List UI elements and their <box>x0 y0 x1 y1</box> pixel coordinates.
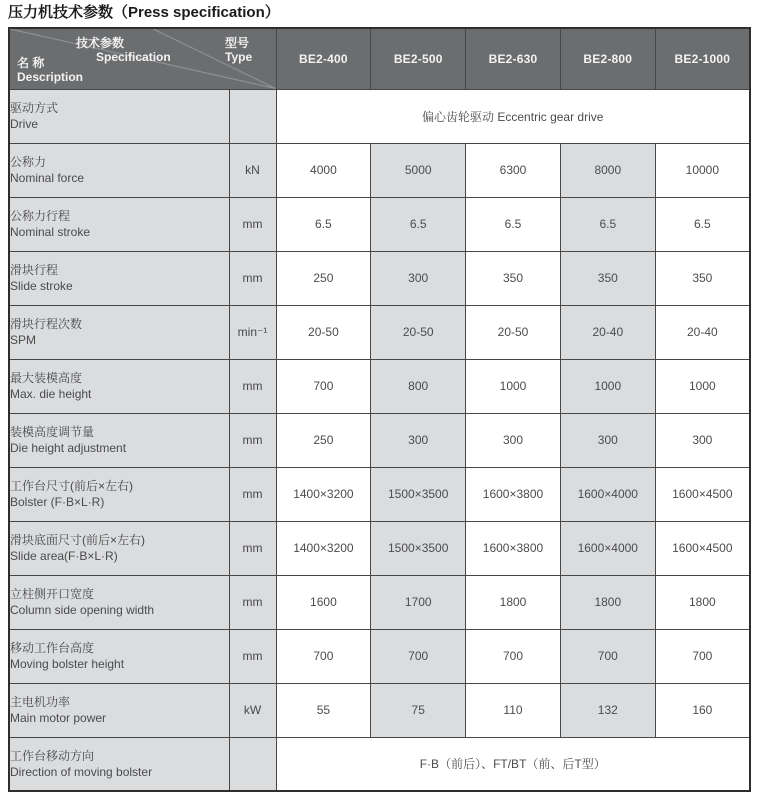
value-cell: 1800 <box>466 575 561 629</box>
corner-header-cell <box>9 28 276 89</box>
merged-value-cell: F·B（前后）、FT/BT（前、后T型） <box>276 737 750 791</box>
model-header-be2-400: BE2-400 <box>276 28 371 89</box>
value-cell: 1600 <box>276 575 371 629</box>
row-label-cn: 移动工作台高度 <box>10 641 95 655</box>
value-cell: 5000 <box>371 143 466 197</box>
row-label-cn: 滑块行程 <box>10 263 59 277</box>
value-cell: 1400×3200 <box>276 467 371 521</box>
value-cell: 6.5 <box>466 197 561 251</box>
row-label <box>9 89 229 143</box>
row-label-cn: 公称力行程 <box>10 209 71 223</box>
row-label-en: SPM <box>10 333 37 347</box>
row-label <box>9 521 229 575</box>
row-label-cn: 工作台尺寸(前后×左右) <box>10 479 134 493</box>
spec-row <box>9 197 750 251</box>
row-label <box>9 305 229 359</box>
value-cell: 700 <box>371 629 466 683</box>
row-label <box>9 413 229 467</box>
value-cell: 20-50 <box>276 305 371 359</box>
value-cell: 6.5 <box>655 197 750 251</box>
value-cell: 1000 <box>466 359 561 413</box>
row-label <box>9 143 229 197</box>
spec-table-body <box>9 89 750 791</box>
value-cell: 700 <box>276 629 371 683</box>
row-label-cn: 滑块底面尺寸(前后×左右) <box>10 533 146 547</box>
row-label-cn: 工作台移动方向 <box>10 748 95 763</box>
corner-description-label <box>17 56 83 84</box>
value-cell: 6.5 <box>276 197 371 251</box>
row-label-en: Max. die height <box>10 387 92 401</box>
unit-cell: kW <box>229 683 276 737</box>
corner-type-cn: 型号 <box>225 36 250 50</box>
unit-cell: mm <box>229 629 276 683</box>
value-cell: 1800 <box>655 575 750 629</box>
row-label-cn: 立柱侧开口宽度 <box>10 587 95 601</box>
corner-description-en: Description <box>17 69 84 84</box>
value-cell: 160 <box>655 683 750 737</box>
value-cell: 6.5 <box>371 197 466 251</box>
model-header-be2-630: BE2-630 <box>466 28 561 89</box>
page-title: 压力机技术参数（Press specification） <box>8 4 280 21</box>
row-label-en: Main motor power <box>10 711 107 725</box>
model-header-be2-800: BE2-800 <box>560 28 655 89</box>
row-label-cn: 滑块行程次数 <box>10 317 83 331</box>
value-cell: 1600×4500 <box>655 521 750 575</box>
spec-row <box>9 143 750 197</box>
value-cell: 1500×3500 <box>371 467 466 521</box>
row-label-en: Moving bolster height <box>10 657 125 671</box>
spec-row <box>9 737 750 791</box>
header-row <box>9 28 750 89</box>
corner-description-cn: 名 称 <box>17 55 45 70</box>
row-label-en: Bolster (F·B×L·R) <box>10 495 105 509</box>
unit-cell: mm <box>229 521 276 575</box>
unit-cell: mm <box>229 413 276 467</box>
value-cell: 800 <box>371 359 466 413</box>
spec-row <box>9 575 750 629</box>
spec-row <box>9 305 750 359</box>
model-header-be2-500: BE2-500 <box>371 28 466 89</box>
spec-row <box>9 629 750 683</box>
value-cell: 350 <box>560 251 655 305</box>
row-label <box>9 197 229 251</box>
merged-value-cell: 偏心齿轮驱动 Eccentric gear drive <box>276 89 750 143</box>
row-label <box>9 575 229 629</box>
value-cell: 250 <box>276 251 371 305</box>
value-cell: 700 <box>655 629 750 683</box>
value-cell: 1800 <box>560 575 655 629</box>
value-cell: 700 <box>466 629 561 683</box>
row-label <box>9 683 229 737</box>
value-cell: 110 <box>466 683 561 737</box>
value-cell: 132 <box>560 683 655 737</box>
value-cell: 10000 <box>655 143 750 197</box>
unit-cell: mm <box>229 467 276 521</box>
row-label-cn: 装模高度调节量 <box>10 425 95 439</box>
unit-cell: mm <box>229 197 276 251</box>
row-label-en: Column side opening width <box>10 603 155 617</box>
corner-specification-label <box>76 36 171 64</box>
row-label-cn: 公称力 <box>10 155 47 169</box>
value-cell: 300 <box>466 413 561 467</box>
value-cell: 1600×4000 <box>560 467 655 521</box>
value-cell: 700 <box>276 359 371 413</box>
value-cell: 1600×3800 <box>466 467 561 521</box>
corner-type-en: Type <box>225 50 253 64</box>
spec-row <box>9 359 750 413</box>
corner-specification-cn: 技术参数 <box>76 36 125 50</box>
value-cell: 4000 <box>276 143 371 197</box>
row-label <box>9 359 229 413</box>
unit-cell: mm <box>229 251 276 305</box>
row-label-en: Slide area(F·B×L·R) <box>10 549 118 563</box>
row-label-cn: 主电机功率 <box>10 695 71 709</box>
spec-row <box>9 413 750 467</box>
unit-cell: mm <box>229 575 276 629</box>
row-label <box>9 629 229 683</box>
value-cell: 1600×4000 <box>560 521 655 575</box>
spec-row <box>9 683 750 737</box>
spec-row <box>9 467 750 521</box>
value-cell: 1600×3800 <box>466 521 561 575</box>
spec-table <box>8 27 751 792</box>
row-label-cn: 最大装模高度 <box>10 371 83 385</box>
value-cell: 1600×4500 <box>655 467 750 521</box>
value-cell: 700 <box>560 629 655 683</box>
value-cell: 20-50 <box>466 305 561 359</box>
value-cell: 75 <box>371 683 466 737</box>
row-label-cn: 驱动方式 <box>10 101 59 115</box>
value-cell: 20-40 <box>655 305 750 359</box>
value-cell: 55 <box>276 683 371 737</box>
value-cell: 1500×3500 <box>371 521 466 575</box>
unit-cell: kN <box>229 143 276 197</box>
unit-cell: mm <box>229 359 276 413</box>
row-label <box>9 467 229 521</box>
value-cell: 1000 <box>560 359 655 413</box>
corner-specification-en: Specification <box>96 50 171 64</box>
value-cell: 6300 <box>466 143 561 197</box>
unit-cell <box>229 89 276 143</box>
value-cell: 300 <box>371 413 466 467</box>
row-label <box>9 251 229 305</box>
row-label-en: Direction of moving bolster <box>10 764 153 779</box>
spec-row <box>9 89 750 143</box>
value-cell: 350 <box>466 251 561 305</box>
value-cell: 6.5 <box>560 197 655 251</box>
row-label-en: Nominal stroke <box>10 225 91 239</box>
corner-type-label <box>225 36 252 64</box>
row-label-en: Nominal force <box>10 171 85 185</box>
unit-cell <box>229 737 276 791</box>
row-label <box>9 737 229 791</box>
row-label-en: Slide stroke <box>10 279 73 293</box>
value-cell: 300 <box>655 413 750 467</box>
value-cell: 20-40 <box>560 305 655 359</box>
value-cell: 300 <box>560 413 655 467</box>
spec-row <box>9 521 750 575</box>
value-cell: 300 <box>371 251 466 305</box>
value-cell: 350 <box>655 251 750 305</box>
value-cell: 1400×3200 <box>276 521 371 575</box>
value-cell: 250 <box>276 413 371 467</box>
value-cell: 1000 <box>655 359 750 413</box>
row-label-en: Drive <box>10 117 39 131</box>
spec-row <box>9 251 750 305</box>
value-cell: 8000 <box>560 143 655 197</box>
model-header-be2-1000: BE2-1000 <box>655 28 750 89</box>
value-cell: 1700 <box>371 575 466 629</box>
unit-cell: min⁻¹ <box>229 305 276 359</box>
row-label-en: Die height adjustment <box>10 441 127 455</box>
value-cell: 20-50 <box>371 305 466 359</box>
